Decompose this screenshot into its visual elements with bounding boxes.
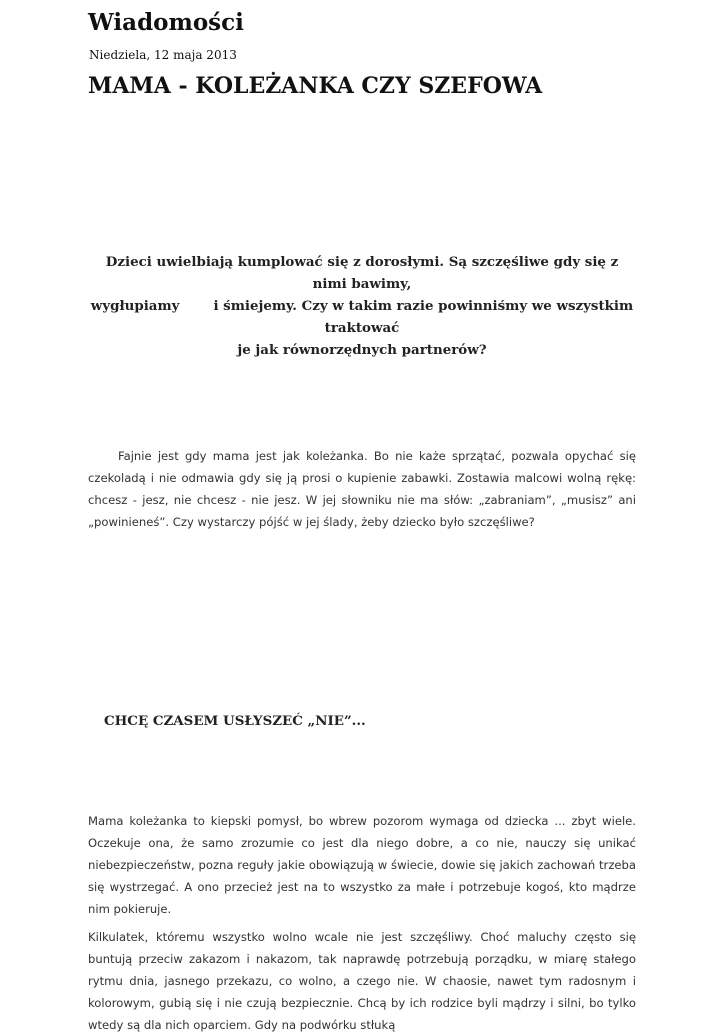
lead-line-1: Dzieci uwielbiają kumplować się z dorosłymi. Są szczęśliwe gdy się z nimi bawimy,	[105, 254, 619, 292]
lead-line-3: je jak równorzędnych partnerów?	[237, 342, 487, 358]
site-title[interactable]: Wiadomości	[88, 9, 244, 36]
body-paragraph-1: Mama koleżanka to kiepski pomysł, bo wbrew pozorom wymaga od dziecka ... zbyt wiele. Oczekuje ona, że samo zrozumie co jest dla niego dobre, a co nie, nauczy się unikać niebezpieczeństw, pozna reguły jakie obowiązują w świecie, dowie się jakich zachowań trzeba się wystrzegać. A ono przecież jest na to wszystko za małe i potrzebuje kogoś, kto mądrze nim pokieruje.	[88, 814, 636, 916]
lead-line-2a: wygłupiamy	[90, 298, 180, 314]
lead-line-2b: i śmiejemy. Czy w takim razie powinniśmy we wszystkim traktować	[213, 298, 634, 336]
lead-paragraph	[88, 251, 636, 361]
intro-paragraph	[88, 445, 636, 533]
body-paragraph-2: Kilkulatek, któremu wszystko wolno wcale nie jest szczęśliwy. Choć maluchy często się buntują przeciw zakazom i nakazom, tak naprawdę potrzebują porządku, w miarę stałego rytmu dnia, jasnego przekazu, co wolno, a czego nie. W chaosie, nawet tym radosnym i kolorowym, gubią się i nie czują bezpiecznie. Chcą by ich rodzice byli mądrzy i silni, bo tylko wtedy są dla nich oparciem. Gdy na podwórku stłuką	[88, 930, 636, 1032]
post-title: MAMA - KOLEŻANKA CZY SZEFOWA	[88, 73, 543, 99]
intro-text: Fajnie jest gdy mama jest jak koleżanka. Bo nie każe sprzątać, pozwala opychać się czekoladą i nie odmawia gdy się ją prosi o kupienie zabawki. Zostawia malcowi wolną rękę: chcesz - jesz, nie chcesz - nie jesz. W jej słowniku nie ma słów: „zabraniam”, „musisz” ani „powinieneś”. Czy wystarczy pójść w jej ślady, żeby dziecko było szczęśliwe?	[88, 449, 636, 529]
post-date: Niedziela, 12 maja 2013	[89, 48, 237, 62]
section-subheading: CHCĘ CZASEM USŁYSZEĆ „NIE”...	[104, 713, 366, 729]
